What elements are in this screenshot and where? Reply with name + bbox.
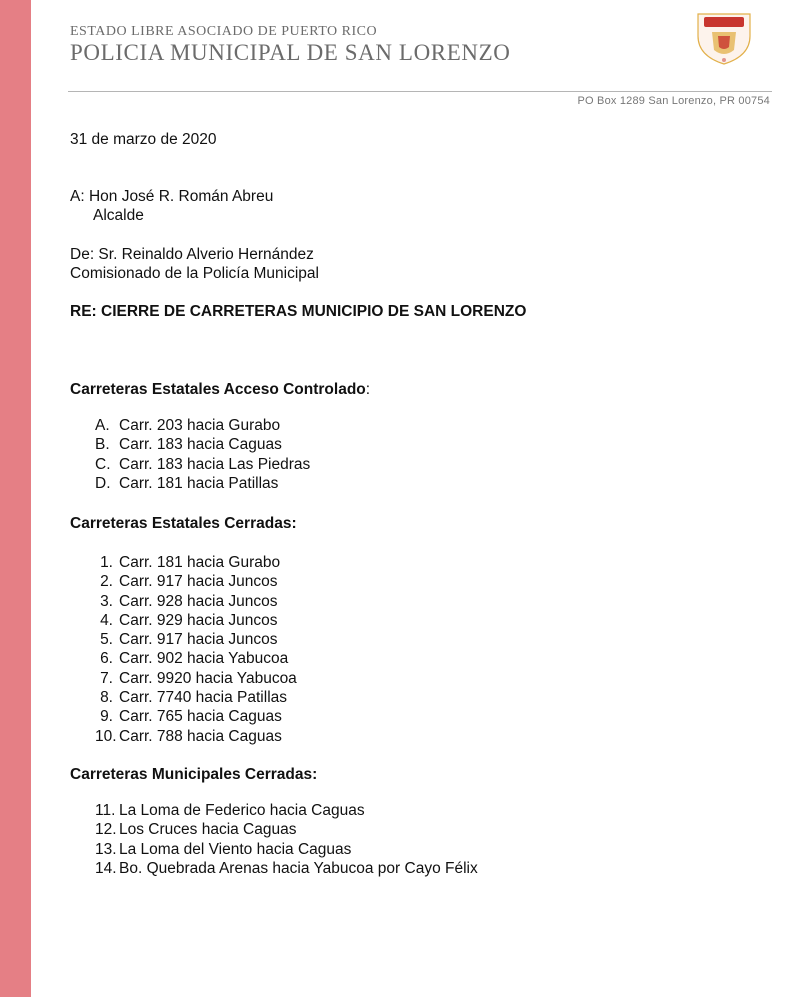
list-item-text: Carr. 9920 hacia Yabucoa: [119, 669, 297, 687]
list-item: [95, 435, 310, 454]
section-heading-colon: :: [365, 381, 371, 398]
list-item: [95, 649, 297, 668]
list-item-text: La Loma de Federico hacia Caguas: [119, 802, 365, 819]
header-subtitle: ESTADO LIBRE ASOCIADO DE PUERTO RICO: [70, 24, 378, 39]
list-marker: 4.: [100, 611, 113, 629]
list-item-text: La Loma del Viento hacia Caguas: [119, 840, 352, 858]
list-marker: 5.: [100, 631, 113, 649]
list-marker: 8.: [100, 689, 113, 707]
section-heading-municipal-closed: Carreteras Municipales Cerradas:: [70, 766, 318, 783]
list-marker: 2.: [100, 573, 113, 591]
list-item: [95, 820, 478, 839]
list-item-text: Carr. 181 hacia Patillas: [119, 474, 279, 492]
list-marker: 1.: [100, 554, 113, 571]
list-item-text: Carr. 917 hacia Juncos: [119, 631, 278, 649]
list-item: [95, 572, 297, 591]
list-marker: 12.: [95, 821, 117, 839]
list-item: [95, 688, 297, 707]
list-item-text: Carr. 917 hacia Juncos: [119, 573, 278, 591]
state-closed-list: [95, 553, 297, 746]
list-item-text: Carr. 183 hacia Las Piedras: [119, 455, 311, 473]
list-item-text: Carr. 765 hacia Caguas: [119, 708, 282, 726]
section-heading-state-closed: Carreteras Estatales Cerradas:: [70, 515, 297, 532]
sender-line: De: Sr. Reinaldo Alverio Hernández: [70, 246, 314, 263]
controlled-access-list: [95, 416, 310, 493]
list-item: [95, 611, 297, 630]
list-marker: 7.: [100, 669, 113, 687]
letter-date: 31 de marzo de 2020: [70, 131, 217, 148]
list-item: [95, 455, 310, 474]
list-marker: 11.: [95, 802, 116, 819]
header-title: POLICIA MUNICIPAL DE SAN LORENZO: [70, 40, 511, 65]
list-item-text: Carr. 181 hacia Gurabo: [119, 554, 281, 571]
list-marker: B.: [95, 436, 110, 454]
list-marker: 13.: [95, 840, 117, 858]
list-marker: D.: [95, 474, 111, 492]
list-item: [95, 553, 297, 572]
section-heading-text: Carreteras Estatales Acceso Controlado: [70, 381, 366, 398]
list-item-text: Carr. 902 hacia Yabucoa: [119, 650, 289, 668]
list-item-text: Bo. Quebrada Arenas hacia Yabucoa por Cayo Félix: [119, 859, 478, 877]
header-divider: [68, 91, 772, 92]
list-marker: C.: [95, 455, 111, 473]
list-item: [95, 669, 297, 688]
municipal-police-seal-icon: [690, 6, 758, 66]
sender-title: Comisionado de la Policía Municipal: [70, 265, 319, 282]
municipal-closed-list: [95, 801, 478, 878]
list-item-text: Carr. 929 hacia Juncos: [119, 611, 278, 629]
list-item: [95, 859, 478, 878]
list-item-text: Carr. 928 hacia Juncos: [119, 592, 278, 610]
list-item-text: Carr. 183 hacia Caguas: [119, 436, 282, 454]
list-item: [95, 707, 297, 726]
list-item: [95, 630, 297, 649]
section-heading-controlled-access: [70, 380, 370, 399]
left-margin-stripe: [0, 0, 31, 997]
recipient-line: A: Hon José R. Román Abreu: [70, 188, 274, 205]
list-item-text: Carr. 788 hacia Caguas: [119, 727, 282, 745]
list-item: [95, 592, 297, 611]
list-item: [95, 840, 478, 859]
list-marker: 3.: [100, 592, 113, 610]
list-marker: 10.: [95, 727, 117, 745]
list-item: [95, 474, 310, 493]
list-marker: 6.: [100, 650, 113, 668]
header-address: PO Box 1289 San Lorenzo, PR 00754: [577, 95, 770, 107]
list-item-text: Carr. 203 hacia Gurabo: [119, 417, 281, 434]
list-marker: 14.: [95, 859, 117, 877]
list-item: [95, 801, 478, 820]
list-item: [95, 727, 297, 746]
list-item-text: Carr. 7740 hacia Patillas: [119, 689, 288, 707]
list-marker: A.: [95, 417, 110, 434]
list-marker: 9.: [100, 708, 113, 726]
list-item: [95, 416, 310, 435]
subject-line: RE: CIERRE DE CARRETERAS MUNICIPIO DE SAN LORENZO: [70, 303, 527, 320]
recipient-title: Alcalde: [93, 207, 144, 224]
list-item-text: Los Cruces hacia Caguas: [119, 821, 297, 839]
